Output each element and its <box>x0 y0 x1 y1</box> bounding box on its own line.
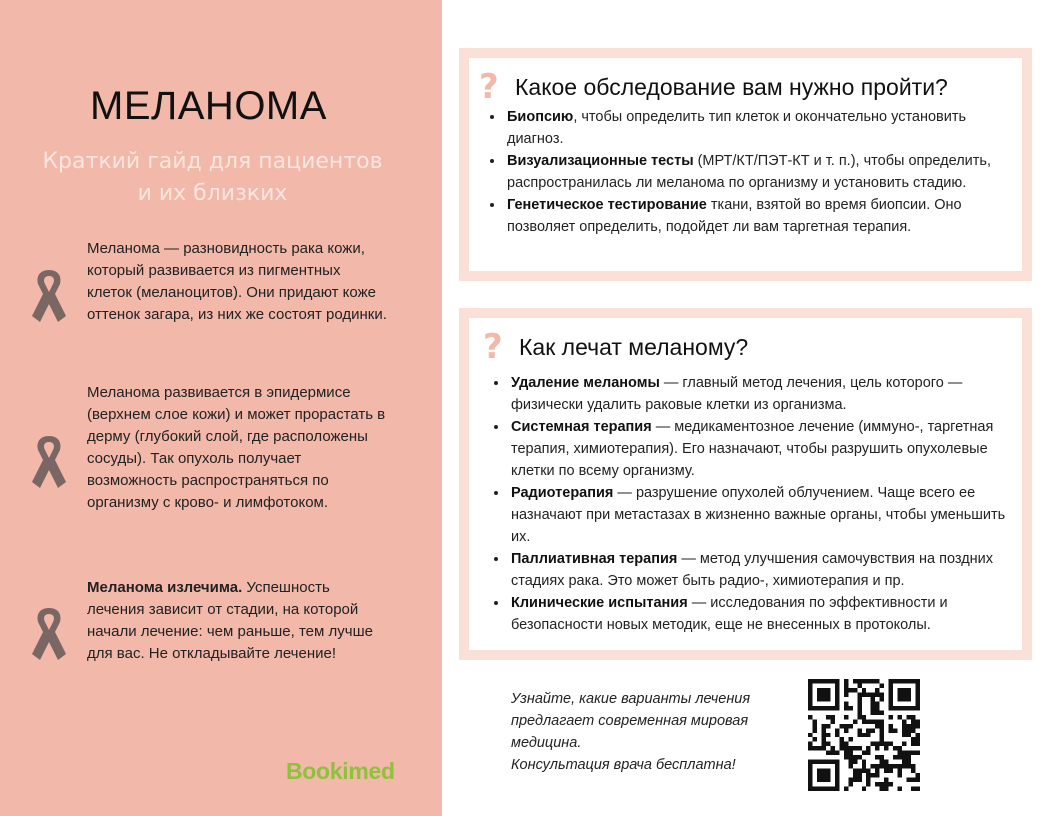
list-item <box>509 592 1019 636</box>
info-text: Меланома — разновидность рака кожи, который развивается из пигментных клеток (меланоцитов). Они придают коже оттенок загара, из них же состоят родинки. <box>87 240 387 323</box>
awareness-ribbon-icon <box>26 604 72 662</box>
item-text: ткани, взятой во время биопсии. Оно позволяет определить, подойдет ли вам таргетная терапия. <box>507 197 962 235</box>
list-item <box>509 482 1019 548</box>
info-bold: Меланома излечима. <box>87 579 243 596</box>
question-mark-icon: ? <box>483 327 503 367</box>
item-bold: Биопсию <box>507 109 574 125</box>
item-bold: Радиотерапия <box>511 485 614 501</box>
list-item <box>505 194 1005 238</box>
item-bold: Удаление меланомы <box>511 375 660 391</box>
exam-card-body <box>469 58 1022 271</box>
list-item <box>505 106 1005 150</box>
item-text: — главный метод лечения, цель которого — физически удалить раковые клетки из организма. <box>511 375 963 413</box>
treatment-card-title: Как лечат меланому? <box>519 333 749 360</box>
item-bold: Визуализационные тесты <box>507 153 694 169</box>
item-bold: Генетическое тестирование <box>507 197 707 213</box>
consultation-cta <box>511 688 801 776</box>
item-bold: Системная терапия <box>511 419 652 435</box>
cta-free-note: Консультация врача бесплатна! <box>511 757 736 773</box>
list-item <box>509 548 1019 592</box>
info-text: Успешность лечения зависит от стадии, на которой начали лечение: чем раньше, тем лучше для вас. Не откладывайте лечение! <box>87 579 373 662</box>
info-block-3 <box>87 577 387 665</box>
treatment-card-header <box>483 327 749 367</box>
qr-code-icon[interactable] <box>808 679 920 791</box>
exam-card-title: Какое обследование вам нужно пройти? <box>515 73 948 100</box>
item-bold: Клинические испытания <box>511 595 688 611</box>
list-item <box>509 416 1019 482</box>
item-text: — разрушение опухолей облучением. Чаще всего ее назначают при метастазах в жизненно важные органы, чтобы уменьшить их. <box>511 485 1006 545</box>
list-item <box>505 150 1005 194</box>
list-item <box>509 372 1019 416</box>
treatment-list <box>509 372 1019 636</box>
item-text: (МРТ/КТ/ПЭТ-КТ и т. п.), чтобы определить, распространилась ли меланома по организму и установить стадию. <box>507 153 992 191</box>
left-panel <box>0 0 442 816</box>
awareness-ribbon-icon <box>26 266 72 324</box>
item-text: — медикаментозное лечение (иммуно-, таргетная терапия, химиотерапия). Его назначают, чтобы разрушить опухолевые клетки по всему организму. <box>511 419 994 479</box>
exam-list <box>505 106 1005 238</box>
cta-text: Узнайте, какие варианты лечения предлагает современная мировая медицина. <box>511 691 751 751</box>
page-subtitle: Краткий гайд для пациентов и их близких <box>42 149 383 206</box>
treatment-card-body <box>469 318 1022 650</box>
page-title: МЕЛАНОМА <box>90 84 327 128</box>
info-text: Меланома развивается в эпидермисе (верхнем слое кожи) и может прорастать в дерму (глубокий слой, где расположены сосуды). Так опухоль получает возможность распространяться по организму с крово- и лимфотоком. <box>87 384 386 511</box>
item-bold: Паллиативная терапия <box>511 551 678 567</box>
info-block-1 <box>87 238 387 326</box>
treatment-card <box>459 308 1032 660</box>
exam-card <box>459 48 1032 281</box>
exam-card-header <box>479 67 948 107</box>
question-mark-icon: ? <box>479 67 499 107</box>
item-text: , чтобы определить тип клеток и окончательно установить диагноз. <box>507 109 967 147</box>
item-text: — исследования по эффективности и безопасности новых методик, еще не внесенных в протоколы. <box>511 595 948 633</box>
info-block-2 <box>87 382 387 514</box>
brand-logo[interactable]: Bookimed <box>286 758 395 784</box>
item-text: — метод улучшения самочувствия на поздних стадиях рака. Это может быть радио-, химиотерапия и пр. <box>511 551 994 589</box>
awareness-ribbon-icon <box>26 432 72 490</box>
